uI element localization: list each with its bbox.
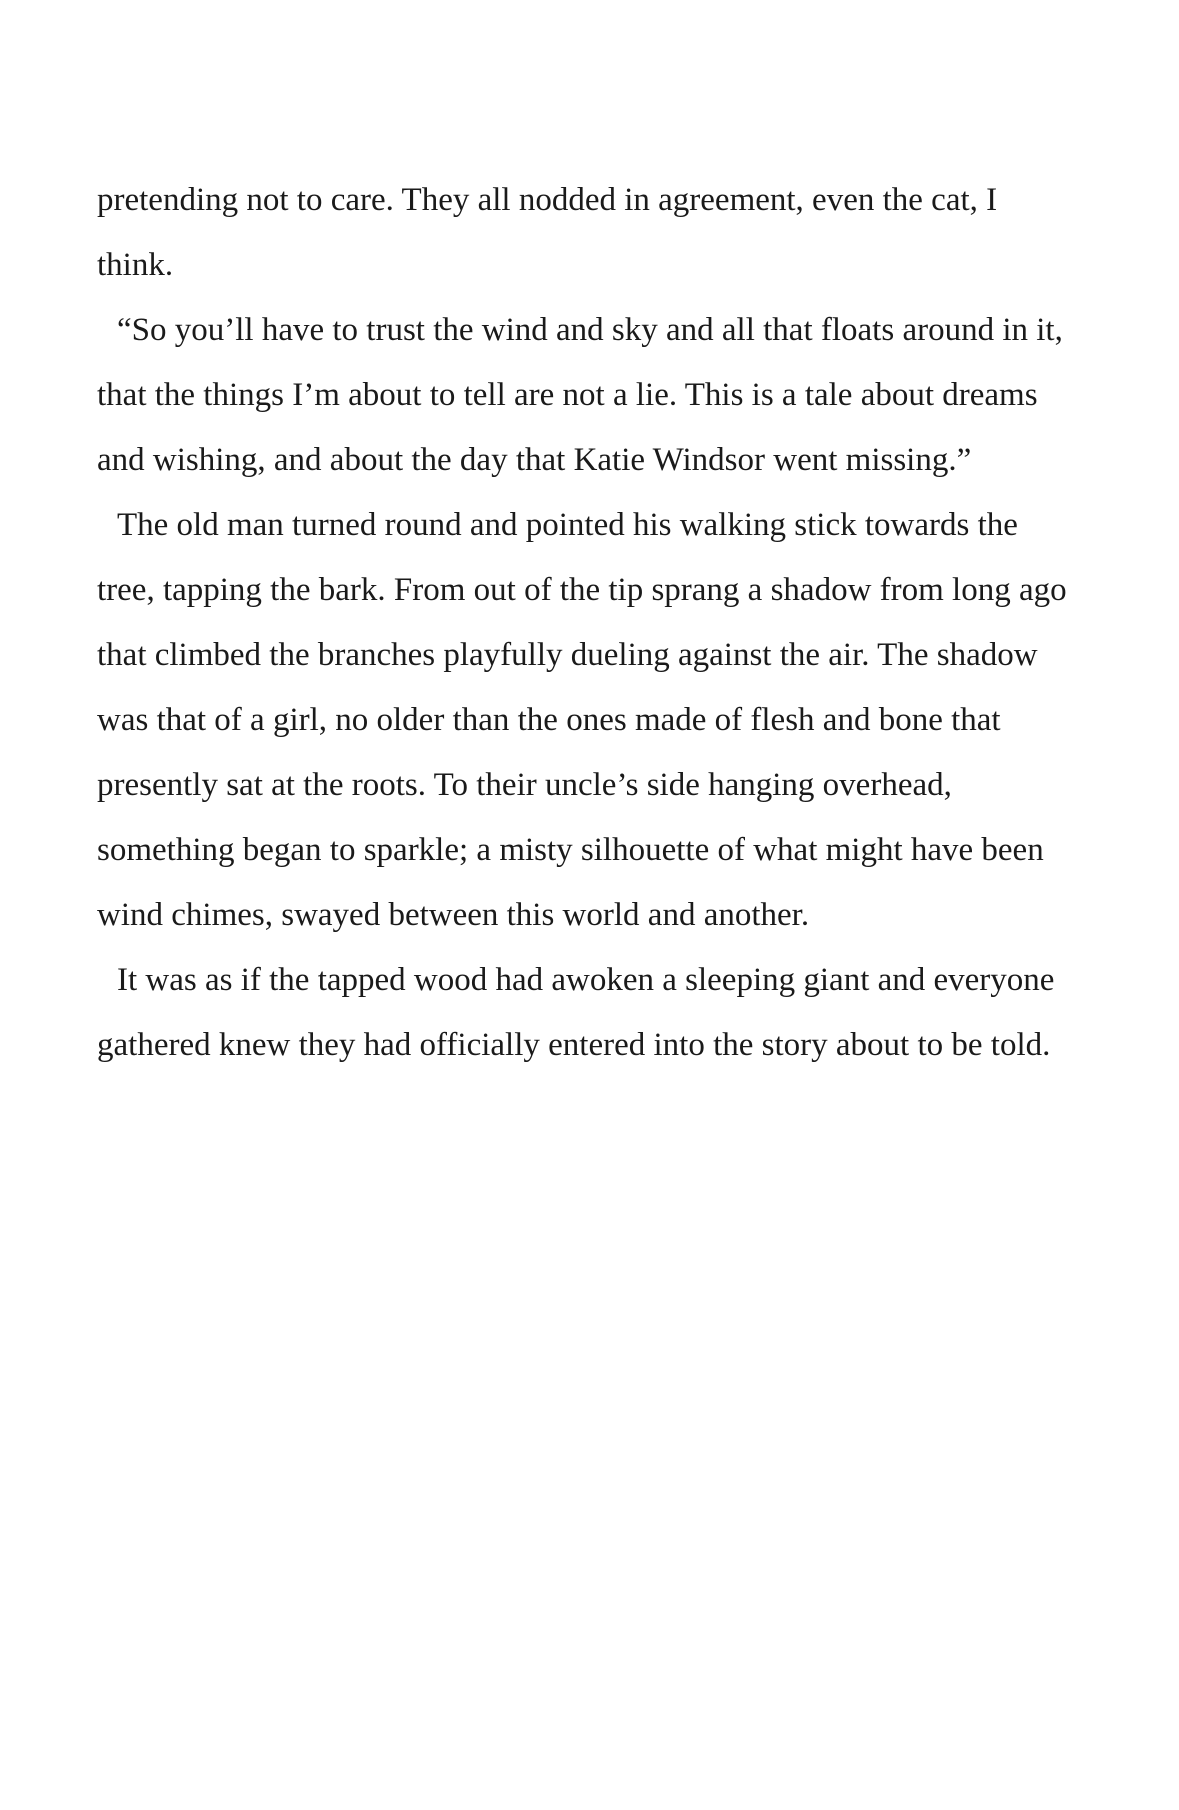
- text-line: that climbed the branches playfully dueling against the air. The shadow: [97, 637, 1038, 673]
- text-line: gathered knew they had officially entered into the story about to be told.: [97, 1027, 1051, 1063]
- paragraph-first-line: “So you’ll have to trust the wind and sky and all that floats around in it,: [117, 312, 1063, 348]
- text-line: think.: [97, 247, 174, 283]
- text-line: that the things I’m about to tell are not a lie. This is a tale about dreams: [97, 377, 1038, 413]
- text-line: tree, tapping the bark. From out of the tip sprang a shadow from long ago: [97, 572, 1067, 608]
- paragraph-first-line: It was as if the tapped wood had awoken a sleeping giant and everyone: [117, 962, 1055, 998]
- text-line: and wishing, and about the day that Katie Windsor went missing.”: [97, 442, 972, 478]
- paragraph-first-line: The old man turned round and pointed his walking stick towards the: [117, 507, 1018, 543]
- text-line: wind chimes, swayed between this world and another.: [97, 897, 810, 933]
- text-line: presently sat at the roots. To their uncle’s side hanging overhead,: [97, 767, 952, 803]
- text-line: something began to sparkle; a misty silhouette of what might have been: [97, 832, 1044, 868]
- text-line: pretending not to care. They all nodded in agreement, even the cat, I: [97, 182, 998, 218]
- text-line: was that of a girl, no older than the ones made of flesh and bone that: [97, 702, 1001, 738]
